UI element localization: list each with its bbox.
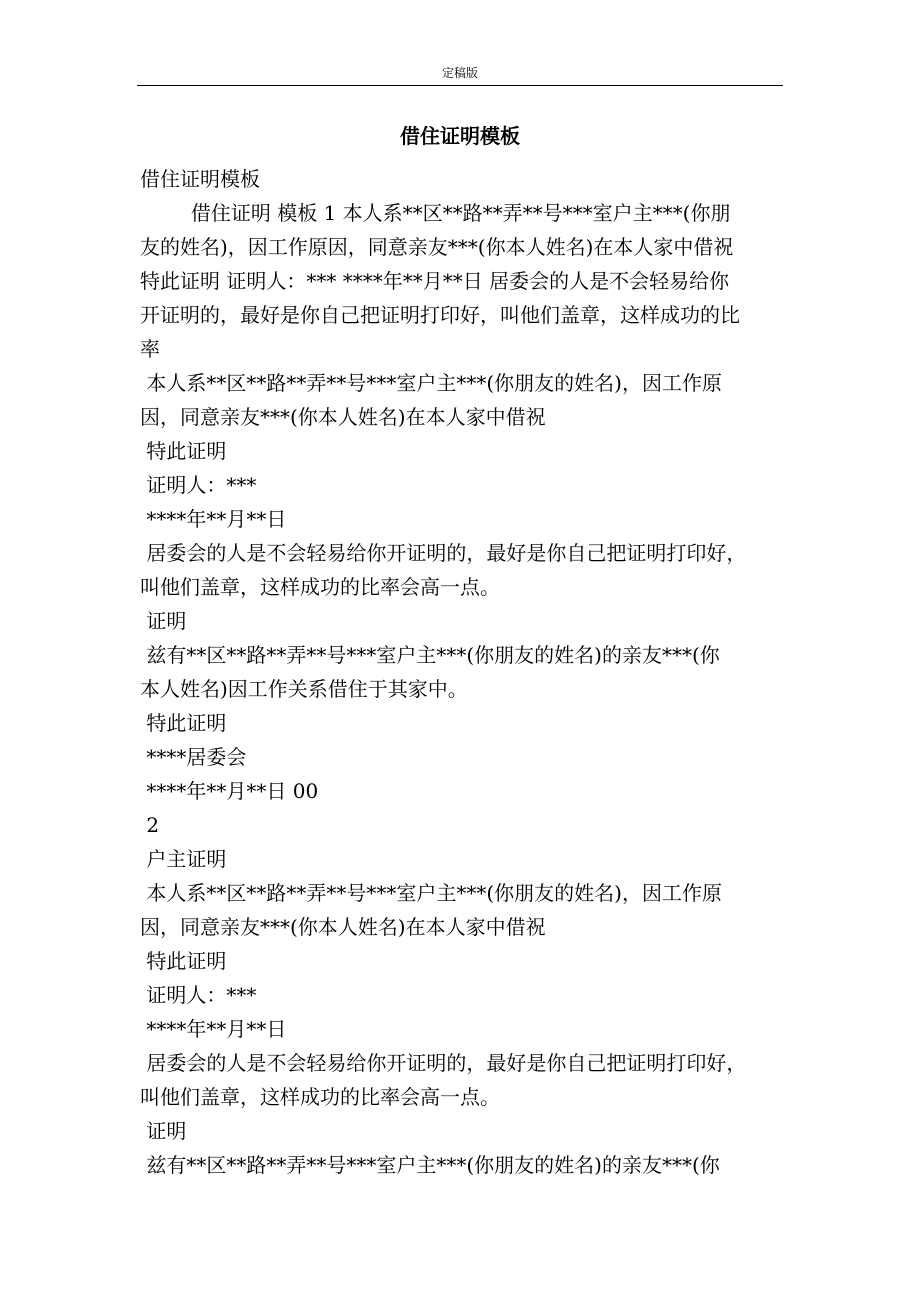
body-line: 借住证明模板 (140, 167, 260, 191)
body-line: 本人系**区**路**弄**号***室户主***(你朋友的姓名)，因工作原 (140, 371, 722, 395)
body-line: 证明 (140, 1119, 187, 1143)
body-line: 叫他们盖章，这样成功的比率会高一点。 (140, 1085, 500, 1109)
body-line: 证明人：*** (140, 983, 257, 1007)
body-line: 因，同意亲友***(你本人姓名)在本人家中借祝 (140, 915, 546, 939)
body-line: 特此证明 (140, 949, 227, 973)
body-line: ****年**月**日 (140, 507, 287, 531)
header-divider (137, 85, 783, 86)
body-line: 居委会的人是不会轻易给你开证明的，最好是你自己把证明打印好， (140, 541, 747, 565)
body-line: 率 (140, 337, 160, 361)
body-line: 兹有**区**路**弄**号***室户主***(你朋友的姓名)的亲友***(你 (140, 1153, 720, 1177)
body-line: 特此证明 (140, 439, 227, 463)
header-label: 定稿版 (441, 66, 478, 80)
body-line: 居委会的人是不会轻易给你开证明的，最好是你自己把证明打印好， (140, 1051, 747, 1075)
body-line: 本人姓名)因工作关系借住于其家中。 (140, 677, 468, 701)
body-line: 证明 (140, 609, 187, 633)
body-line: 2 (140, 813, 160, 837)
body-line: ****居委会 (140, 745, 247, 769)
body-line: 兹有**区**路**弄**号***室户主***(你朋友的姓名)的亲友***(你 (140, 643, 720, 667)
document-body (140, 162, 788, 1182)
body-line: 特此证明 (140, 711, 227, 735)
body-line: 叫他们盖章，这样成功的比率会高一点。 (140, 575, 500, 599)
body-line: 特此证明 证明人：*** ****年**月**日 居委会的人是不会轻易给你 (140, 269, 730, 293)
body-line: 本人系**区**路**弄**号***室户主***(你朋友的姓名)，因工作原 (140, 881, 722, 905)
body-line: 因，同意亲友***(你本人姓名)在本人家中借祝 (140, 405, 546, 429)
body-line: 证明人：*** (140, 473, 257, 497)
document-title: 借住证明模板 (400, 124, 520, 148)
body-line: 户主证明 (140, 847, 227, 871)
body-line: ****年**月**日 (140, 1017, 287, 1041)
body-line: 开证明的，最好是你自己把证明打印好，叫他们盖章，这样成功的比 (140, 303, 740, 327)
body-line: ****年**月**日 00 (140, 779, 319, 803)
body-line: 借住证明 模板 1 本人系**区**路**弄**号***室户主***(你朋 (140, 201, 731, 225)
body-line: 友的姓名)，因工作原因，同意亲友***(你本人姓名)在本人家中借祝 (140, 235, 734, 259)
